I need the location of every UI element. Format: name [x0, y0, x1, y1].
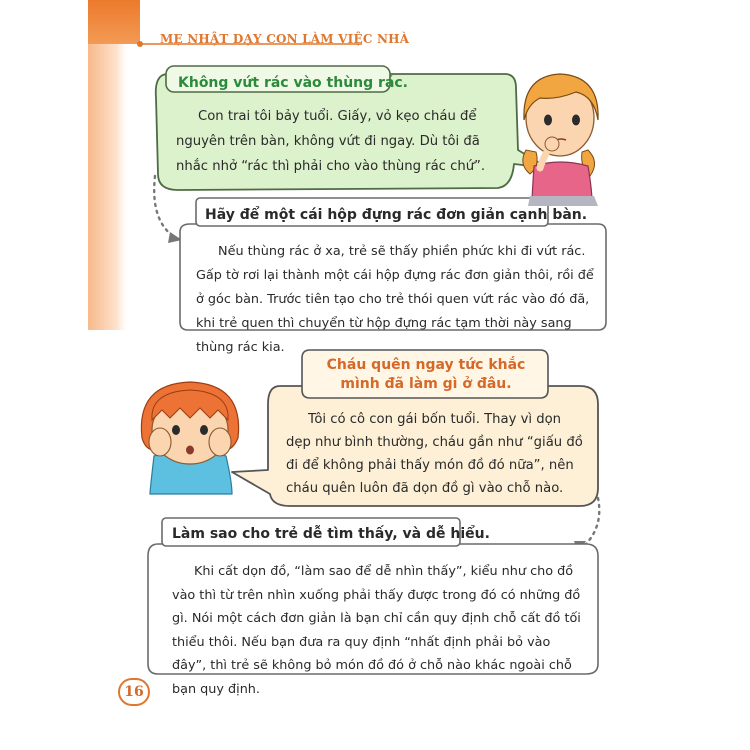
page-number: 16 — [118, 678, 150, 706]
section2-title: Hãy để một cái hộp đựng rác đơn giản cạnh bàn. — [205, 207, 588, 223]
section2-body: Nếu thùng rác ở xa, trẻ sẽ thấy phiền phức khi đi vứt rác. Gấp tờ rơi lại thành một cái hộp đựng rác đơn giản thôi, rồi để ở góc bàn. Trước tiên tạo cho trẻ thói quen vứt rác vào đó đã, khi trẻ quen thì chuyển từ hộp đựng rác tạm thời này sang thùng rác kia. — [196, 244, 594, 355]
bob-girl-eye-right — [200, 425, 208, 435]
worried-girl-illustration — [141, 382, 238, 494]
orange-tab — [88, 0, 140, 44]
section2-text — [196, 240, 596, 360]
section3-body: Tôi có cô con gái bốn tuổi. Thay vì dọn dẹp như bình thường, cháu gần như “giấu đồ đi để không phải thấy món đồ đó nữa”, nên cháu quên luôn đã dọn đồ gì vào chỗ nào. — [286, 412, 583, 496]
girl-eye-left — [544, 115, 552, 126]
side-gradient-band — [88, 0, 130, 330]
girl-eye-right — [572, 115, 580, 126]
section4-title: Làm sao cho trẻ dễ tìm thấy, và dễ hiểu. — [172, 526, 490, 542]
section3-title: Cháu quên ngay tức khắc mình đã làm gì ở đâu. — [326, 357, 526, 392]
bob-girl-hand-right — [209, 428, 231, 456]
section1-body: Con trai tôi bảy tuổi. Giấy, vỏ kẹo cháu để nguyên trên bàn, không vứt đi ngay. Dù tôi đã nhắc nhở “rác thì phải cho vào thùng rác chứ”. — [176, 109, 486, 174]
girl-hand — [545, 137, 559, 151]
girl-skirt — [528, 196, 598, 206]
section4-text — [172, 560, 582, 701]
bob-girl-eye-left — [172, 425, 180, 435]
section1-text — [176, 104, 494, 179]
section3-text — [286, 408, 586, 500]
thinking-girl-illustration — [523, 74, 598, 206]
section4-body: Khi cất dọn đồ, “làm sao để dễ nhìn thấy”, kiểu như cho đồ vào thì từ trên nhìn xuống phải thấy được trong đó có những đồ gì. Nói một cách đơn giản là bạn chỉ cần quy định chỗ cất đồ tối thiểu thôi. Nếu bạn đưa ra quy định “nhất định phải bỏ vào đây”, thì trẻ sẽ không bỏ món đồ đó ở chỗ nào khác ngoài chỗ bạn quy định. — [172, 564, 581, 697]
bob-girl-hand-left — [149, 428, 171, 456]
chapter-header: MẸ NHẬT DẠY CON LÀM VIỆC NHÀ — [160, 32, 410, 46]
header-dot — [137, 41, 143, 47]
section1-title: Không vứt rác vào thùng rác. — [178, 75, 409, 91]
bob-girl-mouth — [186, 446, 194, 455]
